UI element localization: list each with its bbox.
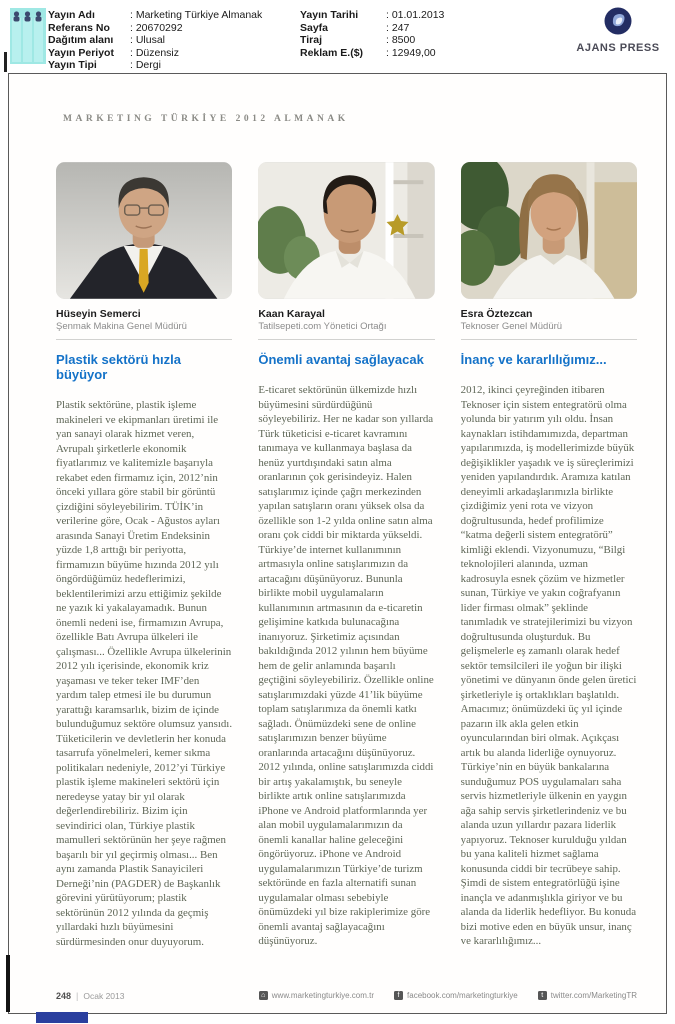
article-column-3 bbox=[461, 162, 637, 986]
meta-label: Dağıtım alanı bbox=[48, 34, 114, 47]
meta-row bbox=[48, 59, 262, 72]
page-number-block bbox=[56, 986, 125, 1004]
scan-artifact-tick bbox=[4, 52, 7, 72]
article-heading: Önemli avantaj sağlayacak bbox=[258, 352, 424, 367]
facebook-link bbox=[394, 991, 518, 1000]
portrait-photo-kaan-karayal bbox=[258, 162, 434, 299]
meta-value: : 01.01.2013 bbox=[386, 9, 445, 21]
magazine-masthead: MARKETING TÜRKİYE 2012 ALMANAK bbox=[63, 114, 349, 124]
meta-row bbox=[300, 9, 444, 22]
meta-row bbox=[48, 22, 262, 35]
divider bbox=[56, 339, 232, 340]
page-number: 248 bbox=[56, 991, 72, 1001]
meta-label: Yayın Periyot bbox=[48, 46, 114, 59]
portrait-photo-esra-oztezcan bbox=[461, 162, 637, 299]
twitter-link bbox=[538, 991, 637, 1000]
article-heading: İnanç ve kararlılığımız... bbox=[460, 352, 607, 367]
website-link bbox=[259, 991, 374, 1000]
article-body: Plastik sektörüne, plastik işleme makineleri ve ekipmanları üretimi ile yan sanayi olarak hizmet veren, Avrupalı şirketlerle ekonomik fiyatlarımız ve kalitemizle başarıyla rekabet eden firmamız için, 2012’nin önceki yıllara göre stabil bir görüntü çizdiğini söyleyebilirim. TÜİK’in verilerine göre, Ocak - Ağustos ayları arasında Sanayi Üretim Endeksinin yüzde 1,8 arttığı bir periyotta, firmamızın büyüme hızında 2012 yılı öngördüğümüz hedeflerimizi, beklentilerimizi arzu ettiğimiz şekilde ne yazık ki yakalayamadık. Bunun önemli nedeni ise, firmamızın Avrupa, özellikle Batı Avrupa ülkeleri ile çalışması... Özellikle Avrupa ülkelerinin 2012 yılı içerisinde, ekonomik kriz yaşaması ve teker teker IMF’den yardım talep etmesi ile bu durumun yarattığı karamsarlık, bizim de içinde bulunduğumuz sektöre olumsuz yansıdı. Tüketicilerin ve devletlerin her konuda tasarrufa yönelmeleri, kemer sıkma politikaları nedeniyle, 2012’yi Türkiye plastik işleme makineleri sektörü için neredeyse yatay bir yıl olarak değerlendirebiliriz. Bizim için sevindirici olan, Türkiye plastik mamulleri sektörünün her şeye rağmen başarılı bir yıl geçirmiş olması... Ben aynı zamanda Plastik Sanayicileri Derneği’nin (PAGDER) de Başkanlık görevini yürütüyorum; plastik sektörünün 2012 yılında da geçmiş yıllardaki hızlı büyümesini sürdürmesinden onur duyuyorum. bbox=[56, 399, 233, 948]
website-url: www.marketingturkiye.com.tr bbox=[271, 990, 375, 1000]
agency-name: AJANS PRESS bbox=[576, 42, 660, 54]
facebook-icon: f bbox=[394, 991, 403, 1000]
facebook-url: facebook.com/marketingturkiye bbox=[407, 990, 518, 1000]
issue-date: Ocak 2013 bbox=[83, 991, 125, 1001]
meta-label: Sayfa bbox=[300, 21, 329, 34]
meta-value: : 8500 bbox=[386, 34, 416, 47]
person-name: Hüseyin Semerci bbox=[56, 308, 141, 320]
meta-row bbox=[300, 34, 444, 47]
meta-label: Tiraj bbox=[300, 34, 322, 47]
publication-meta-right bbox=[300, 9, 444, 59]
meta-row bbox=[48, 47, 262, 60]
article-column-1 bbox=[56, 162, 232, 986]
meta-row bbox=[300, 47, 444, 60]
agency-logo-icon bbox=[603, 6, 633, 36]
portrait-photo-huseyin-semerci bbox=[56, 162, 232, 299]
meta-label: Yayın Tipi bbox=[48, 59, 97, 72]
person-name: Esra Öztezcan bbox=[460, 308, 533, 320]
meta-value: : Ulusal bbox=[130, 34, 166, 47]
meta-label: Reklam E.($) bbox=[300, 46, 364, 59]
divider bbox=[461, 339, 637, 340]
meta-value: : Dergi bbox=[130, 59, 161, 72]
footer-separator: | bbox=[76, 991, 79, 1001]
meta-value: : 20670292 bbox=[130, 21, 183, 34]
meta-value: : 12949,00 bbox=[386, 46, 436, 59]
meta-value: : Düzensiz bbox=[130, 46, 180, 59]
magazine-page bbox=[8, 73, 667, 1014]
person-title: Şenmak Makina Genel Müdürü bbox=[56, 321, 187, 332]
twitter-url: twitter.com/MarketingTR bbox=[550, 990, 637, 1000]
meta-value: : 247 bbox=[386, 21, 410, 34]
article-body: 2012, ikinci çeyreğinden itibaren Teknoser için sistem entegratörü olma yolunda bir yatırım yılı oldu. İnsan kaynakları istihdamımızda, departman yapılarımızda, iş modellerimizde büyük değişiklikler yaşadık ve iş süreçlerimizi yeniden yapılandırdık. Aramıza katılan deneyimli arkadaşlarımızla birlikte çizdiğimiz yeni rota ve vizyon doğrultusunda, hedef profilimize “katma değerli sistem entegratörü” kimliği eklendi. Vizyonumuzu, “Bilgi teknolojileri alanında, uzman kadrosuyla esnek çözüm ve hizmetler sunan, Türkiye ve yakın coğrafyanın lider firması olmak” şeklinde tanımladık ve stratejilerimizi bu vizyon doğrultusunda oluşturduk. Bu gelişmelerle eş zamanlı olarak hedef sektör temsilcileri ile yoğun bir ilişki yönetimi ve dünyanın önde gelen üretici şirketleriyle iş ortaklıkları başlatıldı. Amacımız; önümüzdeki üç yıl içinde pazarın ilk akla gelen etkin oyuncularından biri olmak. Açıkçası artık bu alanda liderliğe oynuyoruz. Türkiye’nin en büyük bankalarına sunduğumuz POS uygulamaları saha servis hizmetleriyle ülkenin en yaygın ağa sahip servis şirketlerindeniz ve bu alanda uzun yıllardır pazara liderlik yapıyoruz. Teknoser kurulduğu yıldan bu yana kaliteli hizmet sağlama konusunda ciddi bir tecrübeye sahip. Şimdi de sistem entegratörlüğü işine inançla ve adanmışlıkla giriyor ve bu alanda da liderlik hedefliyor. Bu konuda bizi motive eden en büyük unsur, inanç ve kararlılığımız... bbox=[460, 384, 637, 947]
publication-meta-left bbox=[48, 9, 262, 72]
person-name: Kaan Karayal bbox=[258, 308, 325, 320]
scan-artifact-blue-bar bbox=[36, 1012, 88, 1023]
article-column-2 bbox=[258, 162, 434, 986]
meta-label: Yayın Tarihi bbox=[300, 9, 359, 21]
article-body: E-ticaret sektörünün ülkemizde hızlı büyümesini sürdürdüğünü söyleyebiliriz. Her ne kadar son yıllarda Türk tüketicisi e-ticaret kavramını tanımaya ve kullanmaya başlasa da henüz yurtdışındaki satın alma oranlarının çok gerisindeyiz. Halen satışlarımız içinde çağrı merkezinden yapılan satışların oranı yüksek olsa da özellikle son 1-2 yılda online satın alma oranı çok ciddi bir miktarda yükseldi. Türkiye’de internet kullanımının artmasıyla online satışlarımızın da artacağını düşünüyoruz. Bununla birlikte mobil uygulamaların kullanımının artmasının da e-ticaretin gelişimine katkıda bulunacağına inanıyoruz. Şirketimiz açısından bakıldığında 2012 yılının hem büyüme hem de gelir anlamında başarılı geçtiğini söyleyebiliriz. Özellikle online satışlarımızdaki yüzde 41’lik büyüme toplam satışlarımıza da önemli katkı sağladı. Önümüzdeki sene de online satışlarımızın benzer büyüme oranlarında artacağını düşünüyoruz. 2012 yılında, online satışlarımızda ciddi bir artış yakalamıştık, bu seneyle birlikte artık online satışlarımızda iPhone ve Android platformlarında yer alan mobil uygulamalarımızın da önemli kanallar haline geleceğini öngörüyoruz. iPhone ve Android uygulamalarımızın Türkiye’de turizm sektöründe en fazla alternatifi sunan uygulamalar olması sebebiyle önümüzdeki yıl bize rakiplerimize göre önemli avantaj sağlayacağını düşünüyoruz. bbox=[258, 384, 434, 947]
article-heading: Plastik sektörü hızla büyüyor bbox=[56, 352, 181, 382]
clip-service-logo-icon bbox=[10, 8, 46, 64]
meta-row bbox=[48, 34, 262, 47]
meta-label: Yayın Adı bbox=[48, 9, 95, 21]
meta-value: : Marketing Türkiye Almanak bbox=[130, 9, 263, 21]
person-title: Tatilsepeti.com Yönetici Ortağı bbox=[258, 321, 387, 332]
page-footer bbox=[56, 986, 637, 1004]
meta-row bbox=[300, 22, 444, 35]
meta-label: Referans No bbox=[48, 21, 110, 34]
person-title: Teknoser Genel Müdürü bbox=[460, 321, 563, 332]
divider bbox=[258, 339, 434, 340]
globe-icon: ⌂ bbox=[259, 991, 268, 1000]
scan-artifact-black-bar bbox=[6, 955, 10, 1012]
twitter-icon: t bbox=[538, 991, 547, 1000]
agency-logo bbox=[575, 6, 661, 54]
footer-links bbox=[259, 991, 637, 1000]
article-columns bbox=[56, 162, 637, 986]
meta-row bbox=[48, 9, 262, 22]
